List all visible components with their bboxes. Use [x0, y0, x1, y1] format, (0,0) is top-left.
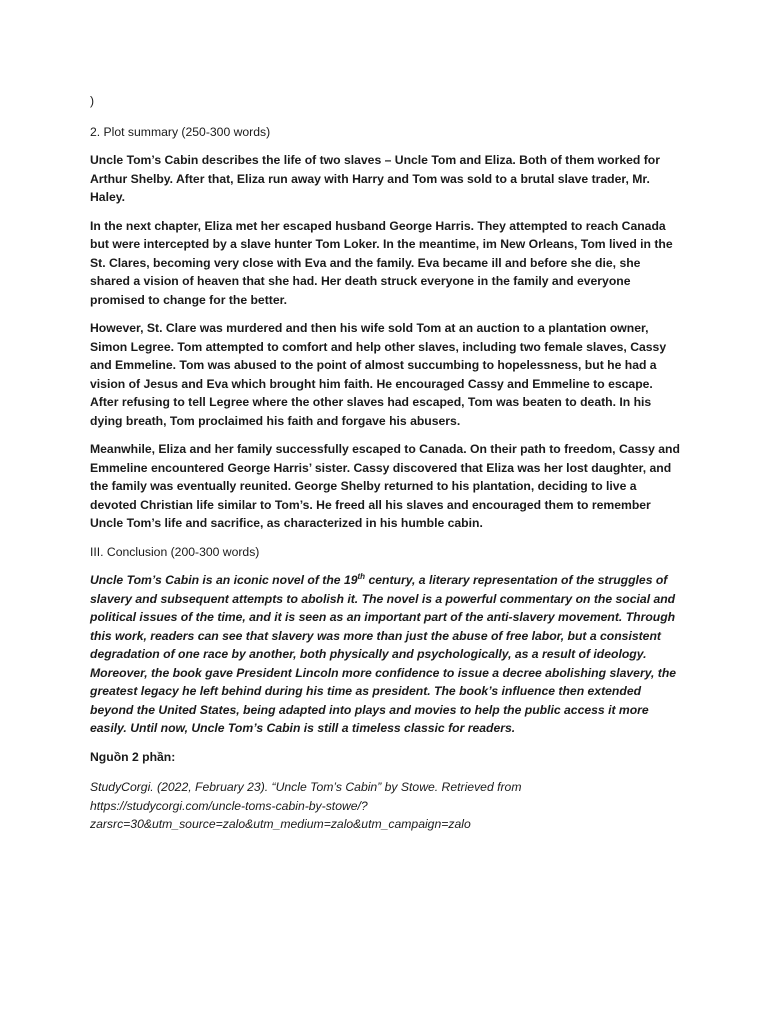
plot-paragraph: Uncle Tom’s Cabin describes the life of two slaves – Uncle Tom and Eliza. Both of them worked for Arthur Shelby. After that, Eliza run away with Harry and Tom was sold to a brutal slave trader, Mr. Haley.	[90, 153, 660, 204]
citation	[90, 778, 680, 834]
sources-label: Nguồn 2 phần:	[90, 749, 176, 764]
ordinal-superscript: th	[357, 571, 366, 581]
conclusion-text-rest: century, a literary representation of the struggles of slavery and subsequent attempts to abolish it. The novel is a powerful commentary on the social and political issues of the time, and it is seen as an important part of the anti-slavery movement. Through this work, readers can see that slavery was more than just the abuse of free labor, but a consistent degradation of one race by another, both physically and psychologically, as a result of ideology. Moreover, the book gave President Lincoln more confidence to issue a decree abolishing slavery, the greatest legacy he left behind during his time as president. The book’s influence then extended beyond the United States, being adapted into plays and movies to help the public access it more easily. Until now, Uncle Tom’s Cabin is still a timeless classic for readers.	[90, 573, 677, 735]
citation-line: StudyCorgi. (2022, February 23). “Uncle Tom’s Cabin” by Stowe. Retrieved from	[90, 780, 522, 794]
document-page	[90, 92, 680, 834]
section-heading-plot-summary: 2. Plot summary (250-300 words)	[90, 124, 271, 139]
stray-character: )	[90, 94, 95, 108]
plot-paragraph: Meanwhile, Eliza and her family successfully escaped to Canada. On their path to freedom, Cassy and Emmeline encountered George Harris’ sister. Cassy discovered that Eliza was her lost daughter, and the family was eventually reunited. George Shelby returned to his plantation, deciding to live a devoted Christian life similar to Tom’s. He freed all his slaves and encouraged them to remember Uncle Tom’s life and sacrifice, as characterized in his humble cabin.	[90, 442, 680, 530]
section-heading-conclusion: III. Conclusion (200-300 words)	[90, 544, 260, 559]
citation-url-line: https://studycorgi.com/uncle-toms-cabin-by-stowe/?	[90, 798, 368, 813]
plot-paragraph: In the next chapter, Eliza met her escaped husband George Harris. They attempted to reach Canada but were intercepted by a slave hunter Tom Loker. In the meantime, im New Orleans, Tom lived in the St. Clares, becoming very close with Eva and the family. Eva became ill and before she die, she shared a vision of heaven that she had. Her death struck everyone in the family and everyone promised to change for the better.	[90, 218, 673, 307]
plot-paragraph: However, St. Clare was murdered and then his wife sold Tom at an auction to a plantation owner, Simon Legree. Tom attempted to comfort and help other slaves, including two female slaves, Cassy and Emmeline. Tom was abused to the point of almost succumbing to hopelessness, but he had a vision of Jesus and Eva which brought him faith. He encouraged Cassy and Emmeline to escape. After refusing to tell Legree where the other slaves had escaped, Tom was beaten to death. In his dying breath, Tom proclaimed his faith and forgave his abusers.	[90, 321, 667, 428]
citation-url-line: zarsrc=30&utm_source=zalo&utm_medium=zalo&utm_campaign=zalo	[90, 817, 471, 831]
conclusion-text-start: Uncle Tom’s Cabin is an iconic novel of the 19	[90, 573, 358, 587]
conclusion-paragraph	[90, 571, 680, 738]
